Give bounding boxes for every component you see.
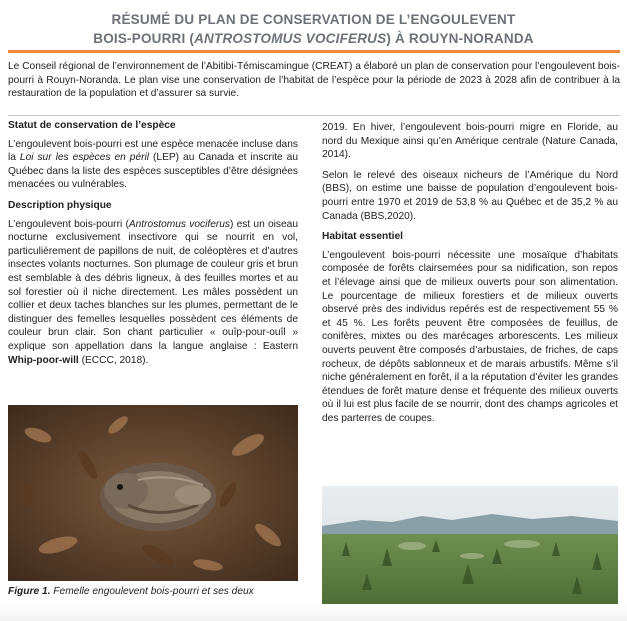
habitat-paragraph: L’engoulevent bois-pourri nécessite une mosaïque d’habitats composée de forêts clairsemées pour sa nidification, son repos et l’élevage ainsi que de milieux ouverts pour son alimentation. Le pourcentage de milieux forestiers et de milieux ouverts observé près des individus repérés est de respectivement 55 % et 45 %. Les forêts peuvent être composées de feuillus, de conifères, mixtes ou des marécages arborescents. Les milieux ouverts peuvent être composés d’arbustaies, de friches, de caps rocheux, de dépôts sablonneux et de marais arbustifs. Même s’il niche généralement en forêt, il a la réputation d’éviter les grandes étendues de forêt mature dense et fréquente des milieux ouverts où il lui est plus facile de se nourrir, dont des champs agricoles et des parterres de coupes. (322, 249, 618, 424)
page-title (0, 10, 627, 48)
title-line-2-end: ) À ROUYN-NORANDA (386, 31, 534, 46)
title-line-2 (0, 29, 627, 48)
intro-separator (8, 115, 620, 116)
description-species-name: Antrostomus vociferus (128, 218, 231, 230)
title-species-name: ANTROSTOMUS VOCIFERUS (194, 31, 387, 46)
right-column (322, 121, 618, 432)
description-heading: Description physique (8, 199, 112, 211)
page-bottom-edge (0, 605, 627, 621)
caption-label: Figure 1. (8, 586, 51, 597)
caption-text: Femelle engoulevent bois-pourri et ses deux (50, 586, 254, 597)
status-heading: Statut de conservation de l’espèce (8, 120, 176, 131)
intro-paragraph: Le Conseil régional de l’environnement de l’Abitibi-Témiscamingue (CREAT) a élaboré un plan de conservation pour l’engoulevent bois-pourri à Rouyn-Noranda. Le plan vise une conservation de l’habitat de l’espèce pour la période de 2023 à 2028 afin de contribuer à la restauration de la population et d’assurer sa survie. (8, 61, 620, 100)
status-text-a: L’engoulevent bois-pourri est une espèce menacée incluse dans la (8, 138, 298, 164)
left-column (8, 119, 298, 374)
title-line-2-start: BOIS-POURRI ( (93, 31, 195, 46)
figure-caption (8, 585, 308, 598)
description-text-b: ) est un oiseau nocturne exclusivement insectivore qui se nourrit en vol, particulièrement de papillons de nuit, de coléoptères et d’autres insectes volants nocturnes. Son plumage de couleur gris et brun est semblable à des débris ligneux, à des feuilles mortes et au sol forestier où il niche directement. Les mâles possèdent un collier et deux taches blanches sur les plumes, permettant de le distinguer des femelles lesquelles possèdent ces éléments de couleur brun clair. Son chant particulier « ouîp-pour-ouîl » explique son appellation dans la langue anglaise : Eastern (8, 218, 299, 352)
title-line-1: RÉSUMÉ DU PLAN DE CONSERVATION DE L’ENGOULEVENT (111, 12, 516, 27)
migration-paragraph: 2019. En hiver, l’engoulevent bois-pourri migre en Floride, au nord du Mexique ainsi qu’en Amérique centrale (Nature Canada, 2014). (322, 122, 618, 161)
status-paragraph (8, 138, 298, 192)
description-text-a: L’engoulevent bois-pourri ( (8, 218, 129, 230)
description-english-name: Whip-poor-will (8, 354, 79, 366)
title-underline (8, 50, 620, 53)
description-text-c: (ECCC, 2018). (78, 354, 149, 366)
bbs-paragraph: Selon le relevé des oiseaux nicheurs de l’Amérique du Nord (BBS), on estime une baisse de population d’engoulevent bois-pourri entre 1970 et 2019 de 53,8 % au Québec et de 35,2 % au Canada (BBS,2020). (322, 169, 618, 222)
landscape-photo (322, 486, 618, 604)
description-paragraph (8, 218, 298, 368)
habitat-heading: Habitat essentiel (322, 231, 403, 243)
status-law-name: Loi sur les espèces en péril (19, 152, 150, 164)
nightjar-photo (8, 405, 298, 581)
status-text-b: (LEP) au Canada et inscrite au Québec dans la liste des espèces susceptibles d’être désignées menacées ou vulnérables. (8, 152, 299, 191)
